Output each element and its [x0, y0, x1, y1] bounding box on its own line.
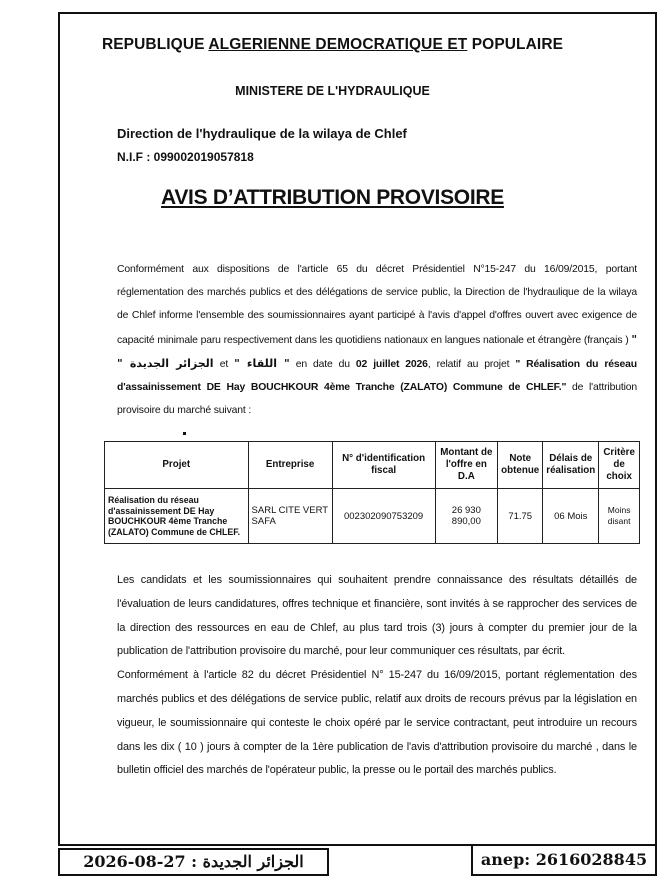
cell-entreprise: SARL CITE VERT SAFA — [248, 489, 332, 544]
table-row — [105, 489, 640, 544]
attribution-table — [104, 441, 640, 544]
republic-heading: REPUBLIQUE ALGERIENNE DEMOCRATIQUE ET POPULAIRE — [101, 36, 564, 53]
cell-note: 71.75 — [498, 489, 543, 544]
header-critere: Critère de choix — [599, 442, 640, 489]
results-paragraph: Les candidats et les soumissionnaires qui souhaitent prendre connaissance des résultats détaillés de l'évaluation de leurs candidatures, offres technique et financière, sont invités à se rapprocher des services de la direction des ressources en eau de Chlef, au plus tard trois (3) jours à compter du premier jour de la publication de l'attribution provisoire du marché, pour leur communiquer ces résultats, par écrit. — [117, 574, 637, 658]
cell-critere: Moins disant — [599, 489, 640, 544]
header-projet: Projet — [105, 442, 249, 489]
table-header-row — [105, 442, 640, 489]
cell-projet: Réalisation du réseau d'assainissement DE Hay BOUCHKOUR 4ème Tranche (ZALATO) Commune de CHLEF. — [105, 489, 249, 544]
newspaper-date: الجزائر الجديدة : 27-08-2026 — [83, 852, 304, 871]
ministry-heading: MINISTERE DE L'HYDRAULIQUE — [235, 84, 430, 98]
header-montant: Montant de l'offre en D.A — [435, 442, 498, 489]
nif-number: N.I.F : 099002019057818 — [117, 150, 254, 164]
header-note: Note obtenue — [498, 442, 543, 489]
anep-number: anep: 2616028845 — [480, 850, 648, 869]
cell-delais: 06 Mois — [543, 489, 599, 544]
appeal-paragraph: Conformément à l'article 82 du décret Présidentiel N° 15-247 du 16/09/2015, portant réglementation des marchés publics et des délégations de service public, relatif aux droits de recours prévus par la législation en vigueur, le soumissionnaire qui conteste le choix opéré par le service contractant, peut introduire un recours dans les dix ( 10 ) jours à compter de la 1ère publication de l'avis d'attribution provisoire du marché , dans le bulletin officiel des marchés de l'opérateur public, la presse ou le portail des marchés publics. — [117, 669, 637, 777]
anep-box — [471, 844, 657, 876]
notice-title: AVIS D’ATTRIBUTION PROVISOIRE — [161, 186, 504, 209]
intro-paragraph: Conformément aux dispositions de l'article 65 du décret Présidentiel N°15-247 du 16/09/2015, portant réglementation des marchés publics et des délégations de service public, la Direction de l'hydraulique de la wilaya de Chlef informe l'ensemble des soumissionnaires ayant participé à l'avis d'appel d'offres ouvert avec exigence de capacité minimale paru respectivement dans les quotidiens nationaux en langues nationale et étrangère (français ) " الجزائر الجديدة " et " اللقاء " en date du 02 juillet 2026, relatif au projet " Réalisation du réseau d'assainissement DE Hay BOUCHKOUR 4ème Tranche (ZALATO) Commune de CHLEF." de l'attribution provisoire du marché suivant : — [117, 264, 637, 417]
header-delais: Délais de réalisation — [543, 442, 599, 489]
cell-nif: 002302090753209 — [332, 489, 435, 544]
header-entreprise: Entreprise — [248, 442, 332, 489]
stray-dot — [183, 432, 186, 435]
cell-montant: 26 930 890,00 — [435, 489, 498, 544]
direction-name: Direction de l'hydraulique de la wilaya de Chlef — [117, 126, 407, 141]
header-nif: N° d'identification fiscal — [332, 442, 435, 489]
results-paragraphs — [117, 569, 637, 783]
newspaper-date-box — [58, 848, 329, 876]
